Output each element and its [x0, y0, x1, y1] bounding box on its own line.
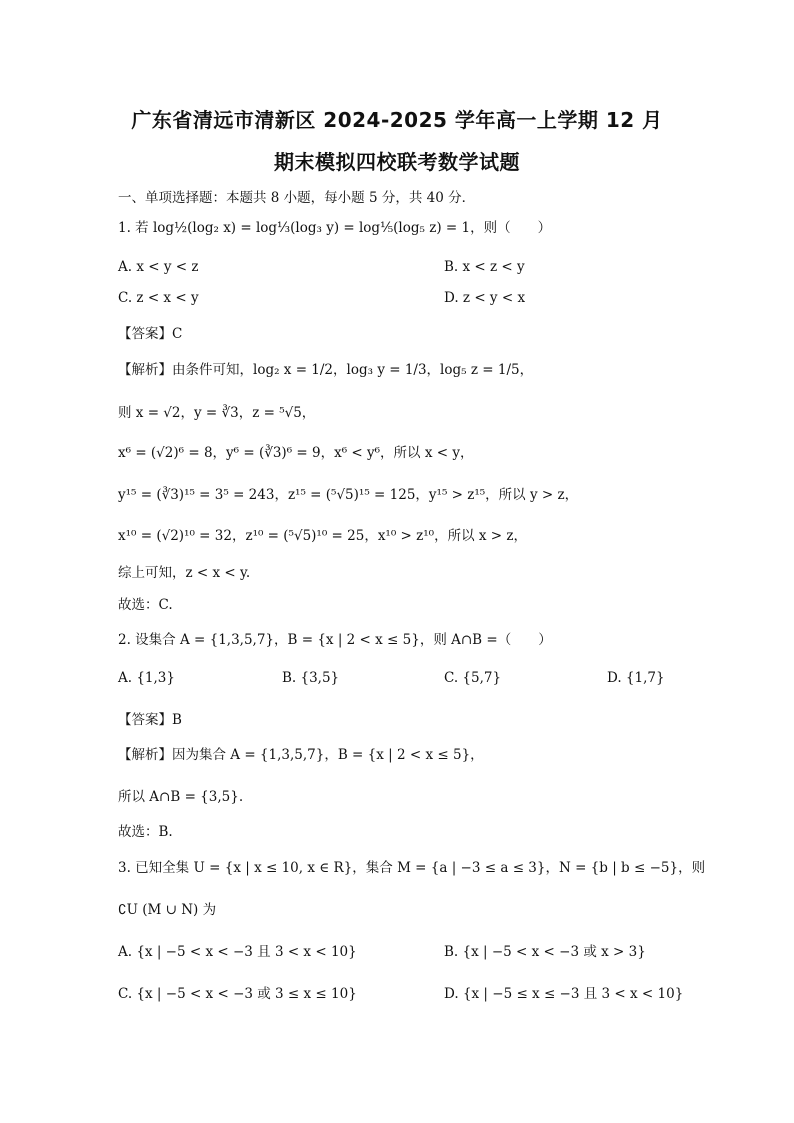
- question-2-analysis-line2: 所以 A∩B = {3,5}.: [118, 789, 244, 805]
- question-2-stem: 2. 设集合 A = {1,3,5,7}，B = {x | 2 < x ≤ 5}，则 A∩B =（ ）: [118, 632, 552, 648]
- question-1-option-a: A. x < y < z: [118, 259, 199, 275]
- question-3-option-b: B. {x | −5 < x < −3 或 x > 3}: [444, 944, 646, 960]
- question-1-stem: 1. 若 log½(log₂ x) = log⅓(log₃ y) = log⅕(log₅ z) = 1，则（ ）: [118, 220, 552, 236]
- question-1-analysis-line1: 【解析】由条件可知，log₂ x = 1/2，log₃ y = 1/3，log₅ z = 1/5，: [118, 362, 534, 378]
- question-3-option-a: A. {x | −5 < x < −3 且 3 < x < 10}: [118, 944, 357, 960]
- question-2-choice: 故选：B.: [118, 824, 173, 840]
- question-3-stem-line1: 3. 已知全集 U = {x | x ≤ 10, x ∈ R}，集合 M = {a | −3 ≤ a ≤ 3}，N = {b | b ≤ −5}，则: [118, 860, 706, 876]
- question-1-analysis-line2: 则 x = √2，y = ∛3，z = ⁵√5，: [118, 405, 316, 421]
- question-1-analysis-line4: y¹⁵ = (∛3)¹⁵ = 3⁵ = 243，z¹⁵ = (⁵√5)¹⁵ = 125，y¹⁵ > z¹⁵，所以 y > z，: [118, 487, 579, 503]
- question-3-stem-line2: ∁U (M ∪ N) 为: [118, 902, 217, 918]
- question-1-analysis-line3: x⁶ = (√2)⁶ = 8，y⁶ = (∛3)⁶ = 9，x⁶ < y⁶，所以 x < y，: [118, 445, 474, 461]
- question-1-option-b: B. x < z < y: [444, 259, 525, 275]
- question-3-option-c: C. {x | −5 < x < −3 或 3 ≤ x ≤ 10}: [118, 986, 357, 1002]
- question-1-option-c: C. z < x < y: [118, 290, 199, 306]
- question-1-option-d: D. z < y < x: [444, 290, 526, 306]
- question-2-analysis-line1: 【解析】因为集合 A = {1,3,5,7}，B = {x | 2 < x ≤ 5}，: [118, 747, 484, 763]
- question-2-option-c: C. {5,7}: [444, 670, 502, 686]
- question-1-analysis-line6: 综上可知，z < x < y.: [118, 565, 251, 581]
- document-title-line2: 期末模拟四校联考数学试题: [274, 150, 520, 174]
- question-2-answer: 【答案】B: [118, 712, 182, 728]
- document-title-line1: 广东省清远市清新区 2024-2025 学年高一上学期 12 月: [131, 108, 663, 132]
- question-2-option-d: D. {1,7}: [607, 670, 665, 686]
- section-heading: 一、单项选择题：本题共 8 小题，每小题 5 分，共 40 分．: [118, 190, 476, 206]
- question-3-option-d: D. {x | −5 ≤ x ≤ −3 且 3 < x < 10}: [444, 986, 684, 1002]
- question-1-answer: 【答案】C: [118, 326, 183, 342]
- question-2-option-b: B. {3,5}: [282, 670, 340, 686]
- question-1-choice: 故选：C.: [118, 597, 173, 613]
- question-1-analysis-line5: x¹⁰ = (√2)¹⁰ = 32，z¹⁰ = (⁵√5)¹⁰ = 25，x¹⁰ > z¹⁰，所以 x > z，: [118, 528, 527, 544]
- question-2-option-a: A. {1,3}: [118, 670, 175, 686]
